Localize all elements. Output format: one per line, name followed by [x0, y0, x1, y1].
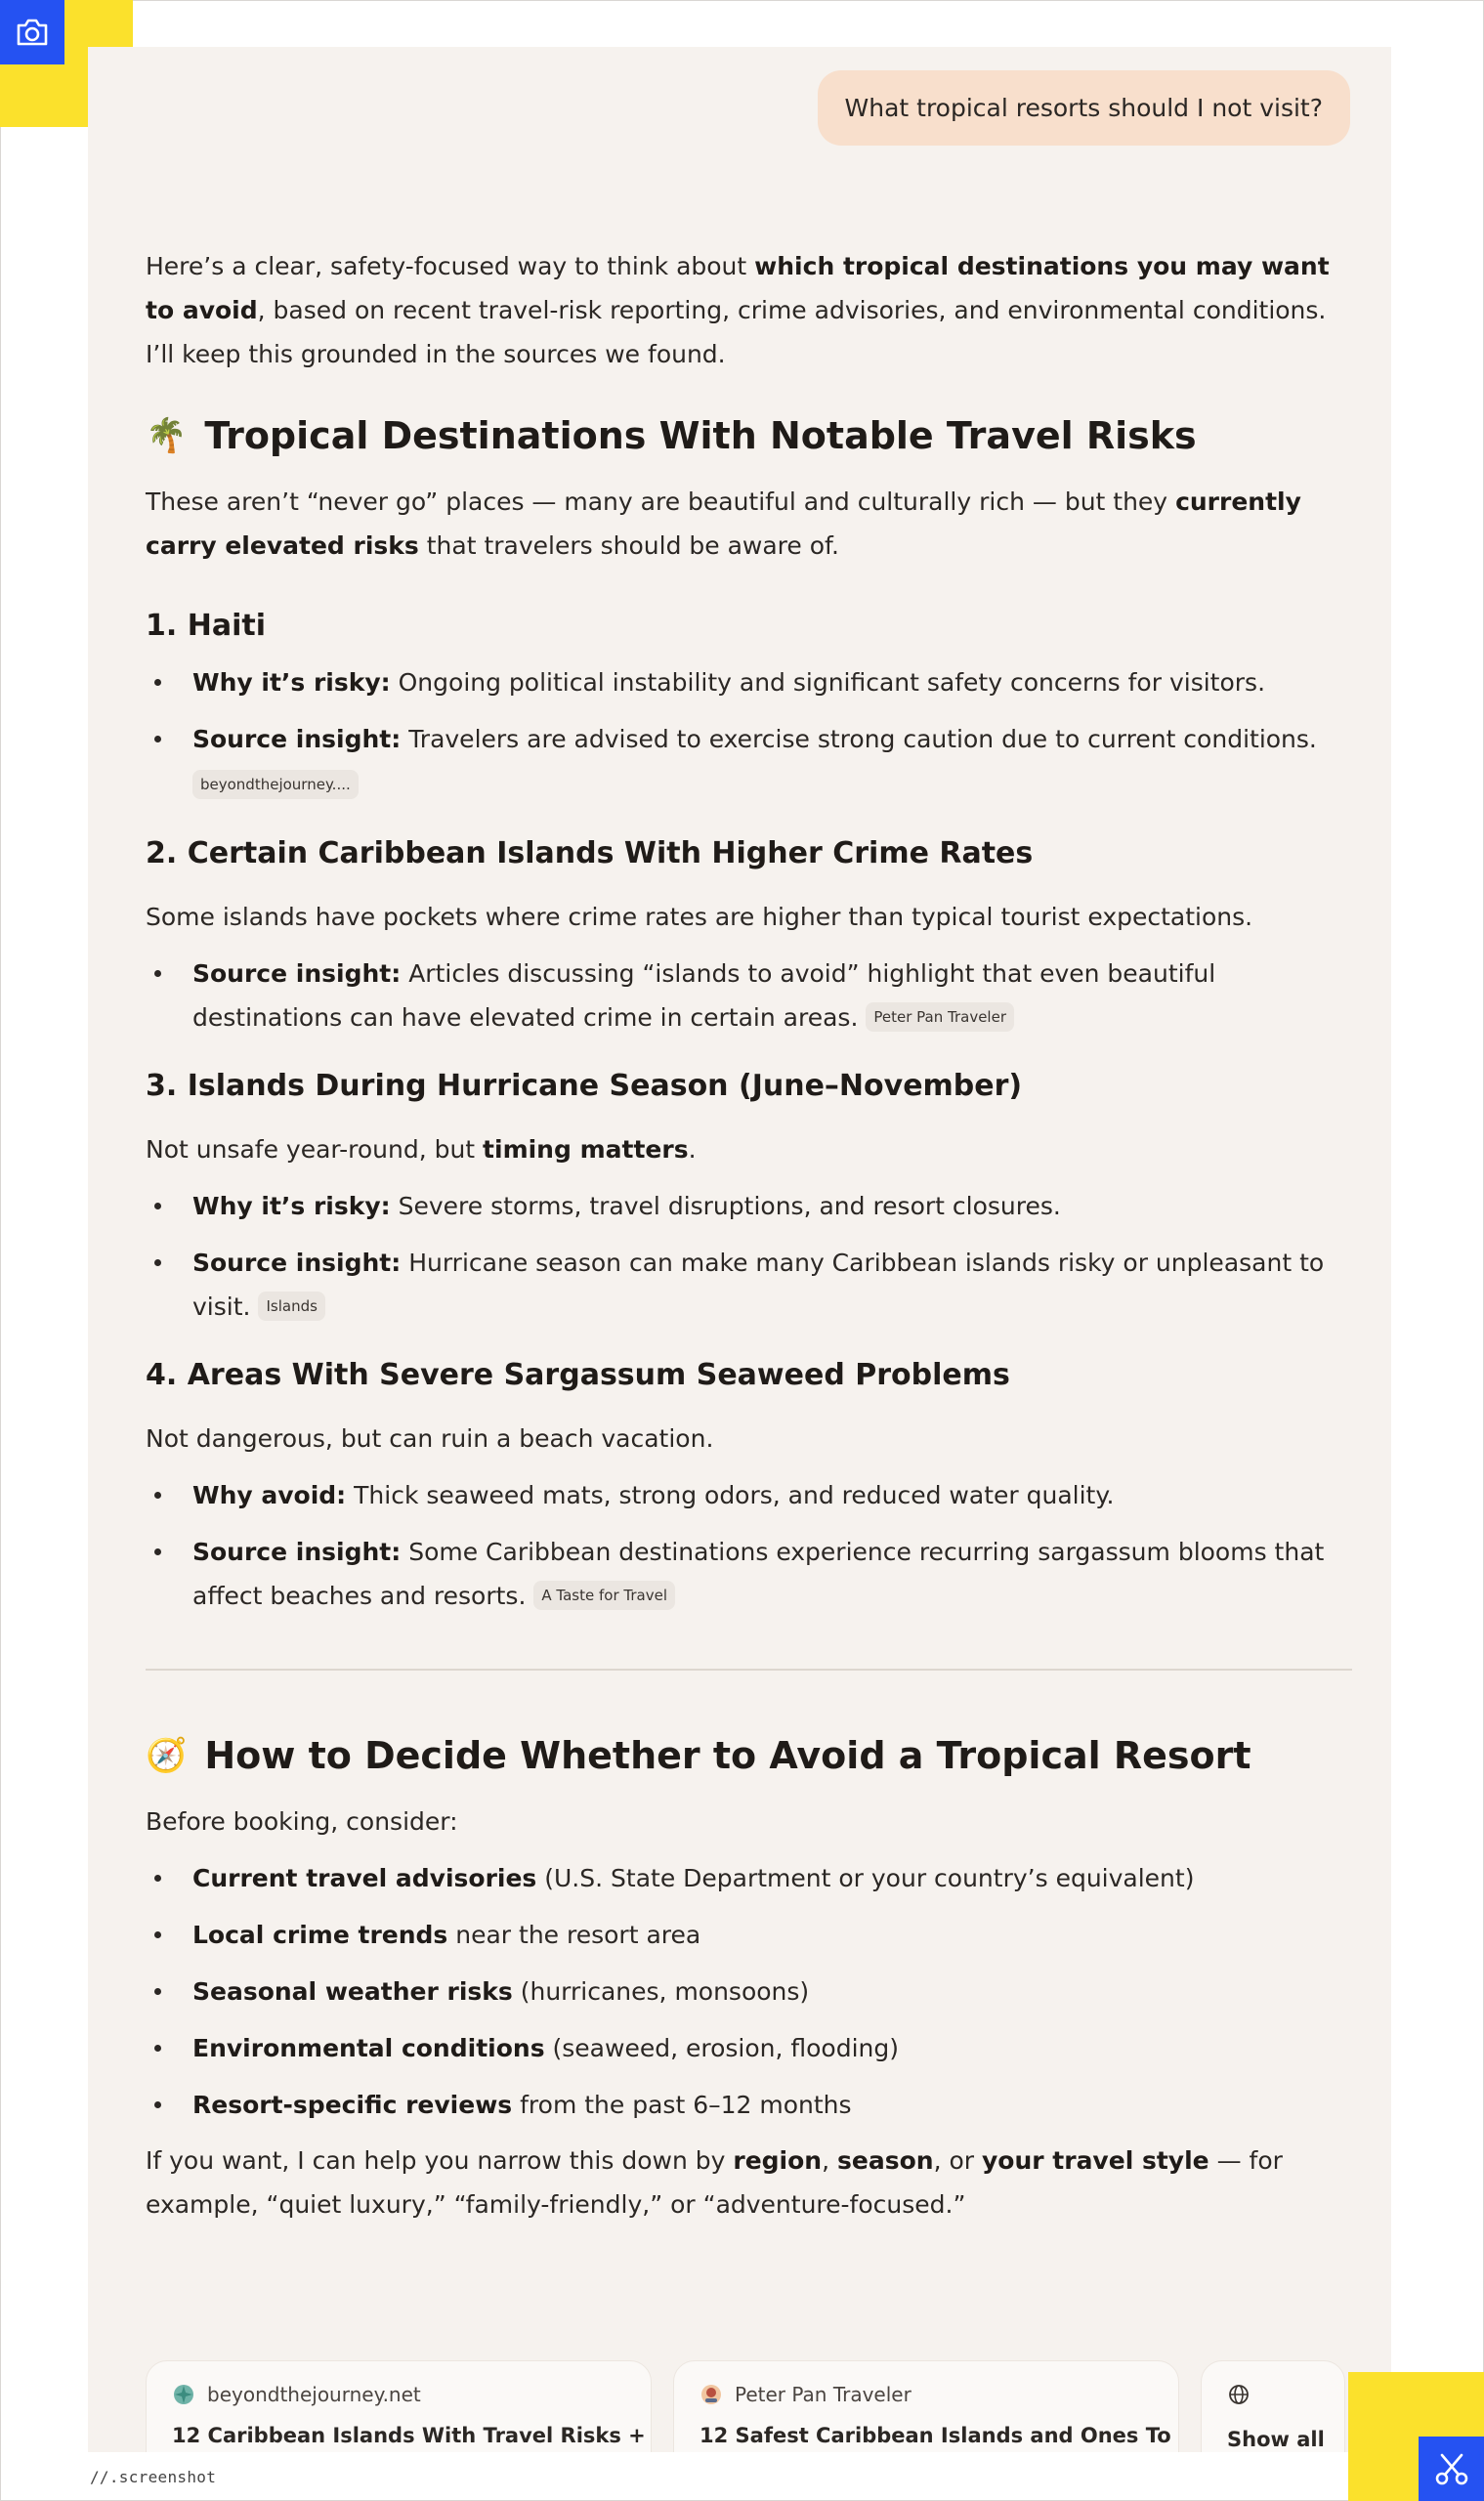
footer-label: //.screenshot	[90, 2468, 217, 2486]
subheading-haiti: 1. Haiti	[146, 609, 266, 643]
list-item	[146, 660, 1352, 704]
item-text: Ongoing political instability and significant safety concerns for visitors.	[390, 668, 1266, 697]
source-chip[interactable]: beyondthejourney....	[192, 770, 359, 799]
item-label: Resort-specific reviews	[192, 2091, 513, 2119]
item-label: Source insight:	[192, 1538, 402, 1566]
closing-paragraph	[146, 2139, 1352, 2226]
section-intro-bold: currently carry elevated risks	[146, 487, 1301, 560]
hurricane-intro-text: Not unsafe year-round, but	[146, 1135, 484, 1164]
item-label: Why it’s risky:	[192, 1192, 391, 1220]
list-item	[146, 952, 1352, 1039]
site-favicon-icon	[700, 2383, 723, 2406]
caribbean-list	[146, 952, 1352, 1039]
list-item	[146, 1913, 1352, 1957]
item-text: (seaweed, erosion, flooding)	[544, 2034, 900, 2062]
hurricane-list	[146, 1184, 1352, 1329]
source-chip[interactable]: Islands	[258, 1292, 324, 1321]
list-item	[146, 1241, 1352, 1329]
item-label: Environmental conditions	[192, 2034, 545, 2062]
source-chip[interactable]: A Taste for Travel	[533, 1581, 675, 1610]
assistant-response	[146, 203, 1352, 2226]
item-label: Local crime trends	[192, 1921, 448, 1949]
camera-icon	[15, 18, 50, 47]
closing-bold: your travel style	[981, 2146, 1209, 2175]
item-label: Source insight:	[192, 959, 402, 988]
subheading-caribbean: 2. Certain Caribbean Islands With Higher Crime Rates	[146, 836, 1034, 870]
closing-bold: region	[733, 2146, 823, 2175]
intro-paragraph	[146, 244, 1352, 376]
decide-intro: Before booking, consider:	[146, 1807, 458, 1836]
section-heading-decide	[146, 1731, 1352, 1780]
section-intro-text-2: that travelers should be aware of.	[418, 531, 839, 560]
divider	[146, 1669, 1352, 1671]
list-item	[146, 2083, 1352, 2127]
item-label: Source insight:	[192, 1249, 402, 1277]
list-item	[146, 717, 1352, 805]
chat-panel	[88, 47, 1391, 2452]
source-site	[172, 2383, 625, 2406]
source-site	[700, 2383, 1153, 2406]
source-card[interactable]	[673, 2360, 1179, 2452]
palm-tree-icon: 🌴	[146, 416, 188, 455]
item-text: from the past 6–12 months	[512, 2091, 852, 2119]
list-item	[146, 1856, 1352, 1900]
item-text: Hurricane season can make many Caribbean islands risky or unpleasant to visit.	[192, 1249, 1325, 1321]
section-title: How to Decide Whether to Avoid a Tropical Resort	[204, 1734, 1251, 1777]
caribbean-intro: Some islands have pockets where crime rates are higher than typical tourist expectations.	[146, 903, 1253, 931]
list-item	[146, 1473, 1352, 1517]
hurricane-intro-bold: timing matters	[483, 1135, 689, 1164]
show-all-label: Show all	[1227, 2428, 1325, 2451]
closing-text: ,	[822, 2146, 837, 2175]
closing-text: , or	[933, 2146, 982, 2175]
source-site-name: Peter Pan Traveler	[735, 2383, 912, 2406]
item-text: (U.S. State Department or your country’s equivalent)	[536, 1864, 1195, 1892]
hurricane-intro	[146, 1127, 1352, 1171]
section-intro	[146, 480, 1352, 568]
item-label: Seasonal weather risks	[192, 1977, 513, 2006]
closing-bold: season	[837, 2146, 934, 2175]
list-item	[146, 1530, 1352, 1618]
item-label: Why avoid:	[192, 1481, 347, 1509]
source-title: 12 Safest Caribbean Islands and Ones To	[700, 2424, 1171, 2447]
source-cards	[146, 2360, 1345, 2452]
closing-text: — for example, “quiet luxury,” “family-friendly,” or “adventure-focused.”	[146, 2146, 1283, 2219]
item-text: Some Caribbean destinations experience recurring sargassum blooms that affect beaches and resorts.	[192, 1538, 1325, 1610]
sargassum-list	[146, 1473, 1352, 1618]
item-label: Source insight:	[192, 725, 402, 753]
screenshot-camera-button[interactable]	[0, 0, 64, 64]
list-item	[146, 1970, 1352, 2014]
subheading-sargassum: 4. Areas With Severe Sargassum Seaweed Problems	[146, 1358, 1010, 1392]
closing-text: If you want, I can help you narrow this down by	[146, 2146, 734, 2175]
source-chip[interactable]: Peter Pan Traveler	[866, 1002, 1014, 1032]
item-label: Current travel advisories	[192, 1864, 537, 1892]
item-text: Severe storms, travel disruptions, and resort closures.	[390, 1192, 1061, 1220]
list-item	[146, 2026, 1352, 2070]
show-all-sources-button[interactable]	[1201, 2360, 1345, 2452]
item-text: Travelers are advised to exercise strong caution due to current conditions.	[401, 725, 1317, 753]
item-text: Thick seaweed mats, strong odors, and reduced water quality.	[346, 1481, 1115, 1509]
intro-text: Here’s a clear, safety-focused way to think about	[146, 252, 755, 280]
hurricane-intro-text-2: .	[688, 1135, 697, 1164]
item-label: Why it’s risky:	[192, 668, 391, 697]
section-title: Tropical Destinations With Notable Travel Risks	[204, 414, 1197, 457]
globe-icon	[1227, 2383, 1251, 2406]
item-text: near the resort area	[447, 1921, 701, 1949]
subheading-hurricane: 3. Islands During Hurricane Season (June–November)	[146, 1069, 1023, 1103]
source-site-name: beyondthejourney.net	[207, 2383, 421, 2406]
section-intro-text: These aren’t “never go” places — many are beautiful and culturally rich — but they	[146, 487, 1176, 516]
site-favicon-icon	[172, 2383, 195, 2406]
intro-bold: which tropical destinations you may want to avoid	[146, 252, 1330, 324]
source-title: 12 Caribbean Islands With Travel Risks +	[172, 2424, 646, 2447]
user-message-bubble: What tropical resorts should I not visit?	[818, 70, 1350, 146]
list-item	[146, 1184, 1352, 1228]
haiti-list	[146, 660, 1352, 805]
source-card[interactable]	[146, 2360, 652, 2452]
sargassum-intro: Not dangerous, but can ruin a beach vacation.	[146, 1424, 714, 1453]
section-heading-risks	[146, 411, 1352, 460]
compass-icon: 🧭	[146, 1736, 188, 1775]
scissors-icon	[1433, 2450, 1470, 2487]
item-text: (hurricanes, monsoons)	[512, 1977, 810, 2006]
crop-scissors-button[interactable]	[1419, 2437, 1484, 2501]
item-text: Articles discussing “islands to avoid” highlight that even beautiful destinations can have elevated crime in certain areas.	[192, 959, 1216, 1032]
intro-text-2: , based on recent travel-risk reporting, crime advisories, and environmental conditions. I’ll keep this grounded in the sources we found.	[146, 296, 1327, 368]
decide-list	[146, 1856, 1352, 2127]
